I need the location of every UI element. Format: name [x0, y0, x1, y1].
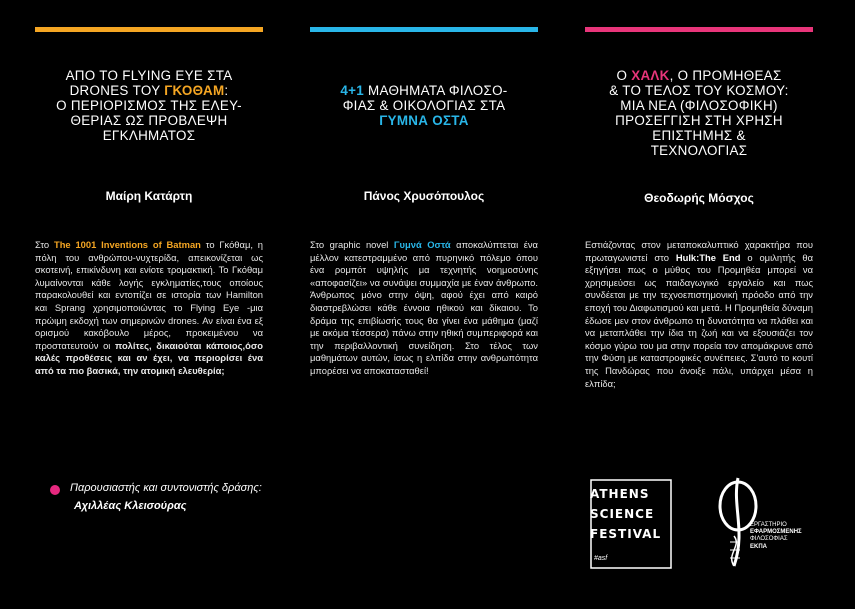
body-text: Εστιάζοντας στον μεταποκαλυπτικό χαρακτήρα που πρωταγωνιστεί στο: [585, 239, 813, 263]
title-text: Ο ΠΕΡΙΟΡΙΣΜΟΣ ΤΗΣ ΕΛΕΥ-: [56, 98, 242, 113]
title-text: ΕΠΙΣΤΗΜΗΣ &: [652, 128, 746, 143]
highlight-title: Hulk:The End: [675, 251, 741, 263]
athens-science-festival-logo: [590, 479, 672, 569]
title-text: DRONES ΤΟΥ: [69, 83, 165, 98]
column-2-body: [310, 239, 538, 378]
title-highlight: ΧΑΛΚ: [631, 68, 670, 83]
title-text: ΜΙΑ ΝΕΑ (ΦΙΛΟΣΟΦΙΚΗ): [620, 98, 778, 113]
presenter-name: Αχιλλέας Κλεισούρας: [74, 500, 187, 512]
logo-lab-line3: ΦΙΛΟΣΟΦΙΑΣ: [750, 536, 788, 542]
body-text: Στο: [35, 239, 54, 250]
title-line: [310, 83, 538, 98]
logo-lab-line4: ΕΚΠΑ: [750, 544, 768, 550]
body-text: ο ομιλητής θα εξηγήσει πως ο μύθος του Προμηθέα μπορεί να χρησιμεύσει ως παιδαγωγικό εργαλείο και πως συνδέεται με την τεχνοεπιστημονική πρόοδο από την εποχή του Διαφωτισμού και μετά. Η Προμηθεία δύναμη έδωσε μεν στον άνθρωπο τη δυνατότητα να πλάθει και να μεταπλάθει την ίδια τη ζωή και να εξουσιάζει τον κόσμο γύρω του μα στην πορεία τον απομάκρυνε από την Φύση με καταστροφικές συνέπειες. Σ'αυτό το κουτί της Πανδώρας που άνοιξε πάλι, υπάρχει μέσα η ελπίδα;: [585, 251, 814, 389]
bullet-dot-icon: [50, 485, 60, 495]
title-text: ΤΕΧΝΟΛΟΓΙΑΣ: [650, 143, 748, 158]
logo-lab-line2: ΕΦΑΡΜΟΣΜΕΝΗΣ: [750, 529, 802, 535]
column-1-body: [35, 239, 263, 378]
title-line: [35, 68, 263, 83]
title-text: Ο: [616, 68, 632, 83]
column-1-title: [35, 68, 263, 143]
title-line: [585, 143, 813, 158]
title-text: , Ο ΠΡΟΜΗΘΕΑΣ: [669, 68, 782, 83]
highlight-title: Γυμνά Οστά: [393, 239, 451, 250]
body-text: Στο graphic novel: [310, 239, 394, 250]
title-text: ΠΡΟΣΕΓΓΙΣΗ ΣΤΗ ΧΡΗΣΗ: [615, 113, 783, 128]
column-3-title: [585, 68, 813, 158]
column-2-author: Πάνος Χρυσόπουλος: [363, 189, 485, 203]
pink-accent-bar: [585, 27, 813, 32]
title-line: [585, 83, 813, 98]
logo-asf-line1: ATHENS: [590, 487, 650, 501]
logo-asf-tag: #asf: [594, 555, 608, 562]
presenter-role: Παρουσιαστής και συντονιστής δράσης:: [70, 482, 262, 494]
column-3-body: [585, 239, 813, 390]
title-highlight: ΓΥΜΝΑ ΟΣΤΑ: [379, 113, 469, 128]
title-text: ΕΓΚΛΗΜΑΤΟΣ: [102, 128, 196, 143]
cyan-accent-bar: [310, 27, 538, 32]
column-1-author: Μαίρη Κατάρτη: [105, 189, 193, 203]
title-line: [585, 68, 813, 83]
highlight-title: The 1001 Inventions of Batman: [53, 239, 201, 250]
title-highlight: ΓΚΟΘΑΜ: [164, 83, 225, 98]
orange-accent-bar: [35, 27, 263, 32]
title-text: :: [224, 83, 229, 98]
title-highlight: 4+1: [340, 83, 365, 98]
title-text: ΘΕΡΙΑΣ ΩΣ ΠΡΟΒΛΕΨΗ: [70, 113, 228, 128]
body-bold-text: πολίτες, δικαιούται κάποιος,όσο καλές προθέσεις και αν έχει, να περιορίσει ένα από τα πιο βασικά, την ατομική ελευθερία;: [35, 339, 263, 376]
logo-lab-line1: ΕΡΓΑΣΤΗΡΙΟ: [750, 522, 787, 528]
title-line: [310, 113, 538, 128]
title-line: [35, 83, 263, 98]
title-text: ΑΠΟ ΤΟ FLYING EYE ΣΤΑ: [65, 68, 233, 83]
logo-asf-line3: FESTIVAL: [590, 527, 662, 541]
body-text: αποκαλύπτεται ένα μέλλον κατεστραμμένο από πυρηνικό πόλεμο όπου ένα ρομπότ υψηλής μα τεχνητής νοημοσύνης «αποφασίζει» να συνάψει συμμαχία με έναν άνθρωπο. Άνθρωπος μόνο στην όψη, αφού έχει από καιρό διαστρεβλώσει κάθε έννοια ηθικού και δίκαιου. Το δράμα της επιβίωσής τους θα γίνει ένα μάθημα (μαζί με ακόμα τέσσερα) πάνω στην ηθική συμπεριφορά και την περιβαλλοντική συνείδηση. Στο τέλος των μαθημάτων αυτών, ίσως η ελπίδα στην ανθρωπότητα μπορέσει να αποκατασταθεί!: [310, 239, 538, 376]
title-line: [35, 113, 263, 128]
title-line: [585, 98, 813, 113]
body-text: το Γκόθαμ, η πόλη του ανθρώπου-νυχτερίδα, απεικονίζεται ως σκοτεινή, επικίνδυνη και ενίοτε τρομακτική. Το Γκόθαμ λυμαίνονται κάθε λογής εγκληματίες,τους οποίους παρακολουθεί και εντοπίζει σε ιστορία των Hamilton και Sprang χρησιμοποιώντας το Flying Eye -μια πρώιμη εκδοχή των σημερινών drones. Αν είναι ένα εξ ορισμού κακόβουλο μέρος, προκειμένου να προστατευτούν οι: [35, 239, 263, 351]
title-text: ΜΑΘΗΜΑΤΑ ΦΙΛΟΣΟ-: [364, 83, 508, 98]
title-line: [585, 113, 813, 128]
title-line: [35, 98, 263, 113]
title-text: & ΤΟ ΤΕΛΟΣ ΤΟΥ ΚΟΣΜΟΥ:: [609, 83, 789, 98]
title-line: [310, 98, 538, 113]
title-line: [35, 128, 263, 143]
logo-asf-line2: SCIENCE: [590, 507, 655, 521]
title-text: ΦΙΑΣ & ΟΙΚΟΛΟΓΙΑΣ ΣΤΑ: [342, 98, 506, 113]
column-2-title: [310, 83, 538, 128]
column-3-author: Θεοδωρής Μόσχος: [644, 191, 754, 205]
philosophy-lab-logo: [712, 476, 816, 576]
title-line: [585, 128, 813, 143]
